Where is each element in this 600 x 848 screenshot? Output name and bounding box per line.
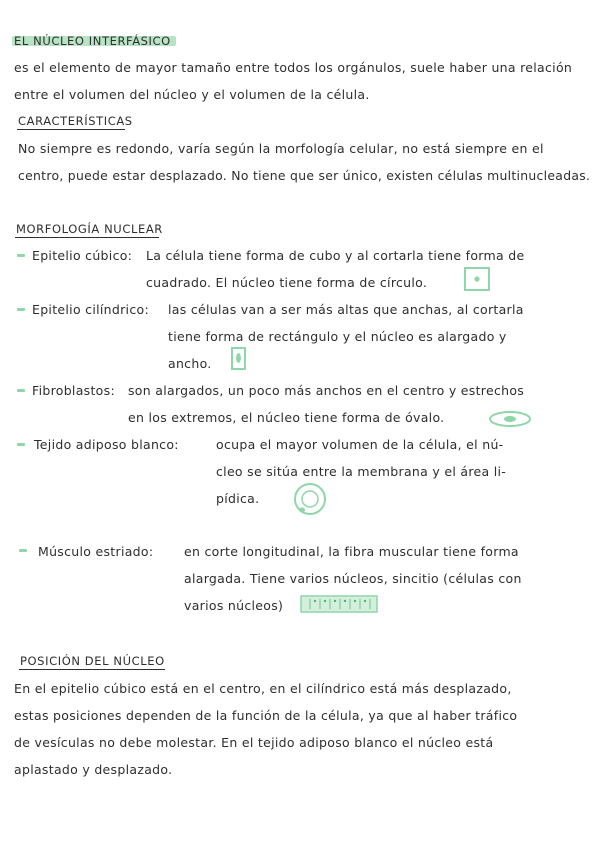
item-text: pídica.: [216, 491, 260, 506]
paragraph-line: No siempre es redondo, varía según la morfología celular, no está siempre en el: [18, 141, 544, 156]
item-term: Epitelio cilíndrico:: [32, 302, 149, 317]
item-text: en corte longitudinal, la fibra muscular tiene forma: [184, 544, 519, 559]
heading-underline: [19, 669, 165, 670]
item-text: ocupa el mayor volumen de la célula, el nú-: [216, 437, 504, 452]
item-term: Músculo estriado:: [38, 544, 154, 559]
fibroblast-oval-illustration: [488, 410, 532, 428]
paragraph-line: En el epitelio cúbico está en el centro, en el cilíndrico está más desplazado,: [14, 681, 512, 696]
bullet-dash: [17, 254, 25, 257]
item-text: en los extremos, el núcleo tiene forma de óvalo.: [128, 410, 445, 425]
heading-underline: [17, 129, 125, 130]
cylinder-cell-illustration: [230, 347, 248, 371]
section-title-posicion-del-nucleo: POSICIÓN DEL NÚCLEO: [20, 654, 165, 668]
item-text: La célula tiene forma de cubo y al cortarla tiene forma de: [146, 248, 525, 263]
item-term: Epitelio cúbico:: [32, 248, 133, 263]
bullet-dash: [17, 389, 25, 392]
bullet-dash: [19, 549, 27, 552]
item-text: tiene forma de rectángulo y el núcleo es alargado y: [168, 329, 507, 344]
item-text: cuadrado. El núcleo tiene forma de círculo.: [146, 275, 428, 290]
paragraph-line: entre el volumen del núcleo y el volumen de la célula.: [14, 87, 370, 102]
item-text: cleo se sitúa entre la membrana y el área li-: [216, 464, 507, 479]
paragraph-line: es el elemento de mayor tamaño entre todos los orgánulos, suele haber una relación: [14, 60, 573, 75]
heading-underline: [15, 237, 159, 238]
adipocyte-illustration: [292, 482, 328, 516]
item-text: alargada. Tiene varios núcleos, sincitio (células con: [184, 571, 522, 586]
section-title-caracteristicas: CARACTERÍSTICAS: [18, 114, 133, 128]
item-term: Tejido adiposo blanco:: [34, 437, 179, 452]
striated-muscle-illustration: [300, 594, 378, 614]
cube-cell-illustration: [464, 267, 490, 291]
item-text: las células van a ser más altas que anchas, al cortarla: [168, 302, 524, 317]
item-text: son alargados, un poco más anchos en el centro y estrechos: [128, 383, 525, 398]
section-title-morfologia-nuclear: MORFOLOGÍA NUCLEAR: [16, 222, 163, 236]
paragraph-line: aplastado y desplazado.: [14, 762, 173, 777]
item-text: varios núcleos): [184, 598, 284, 613]
item-term: Fibroblastos:: [32, 383, 115, 398]
paragraph-line: estas posiciones dependen de la función de la célula, ya que al haber tráfico: [14, 708, 518, 723]
item-text: ancho.: [168, 356, 212, 371]
section-title-nucleo-interfasico: EL NÚCLEO INTERFÁSICO: [14, 34, 171, 48]
bullet-dash: [17, 443, 25, 446]
bullet-dash: [17, 308, 25, 311]
paragraph-line: de vesículas no debe molestar. En el tejido adiposo blanco el núcleo está: [14, 735, 494, 750]
paragraph-line: centro, puede estar desplazado. No tiene que ser único, existen células multinucleadas.: [18, 168, 591, 183]
